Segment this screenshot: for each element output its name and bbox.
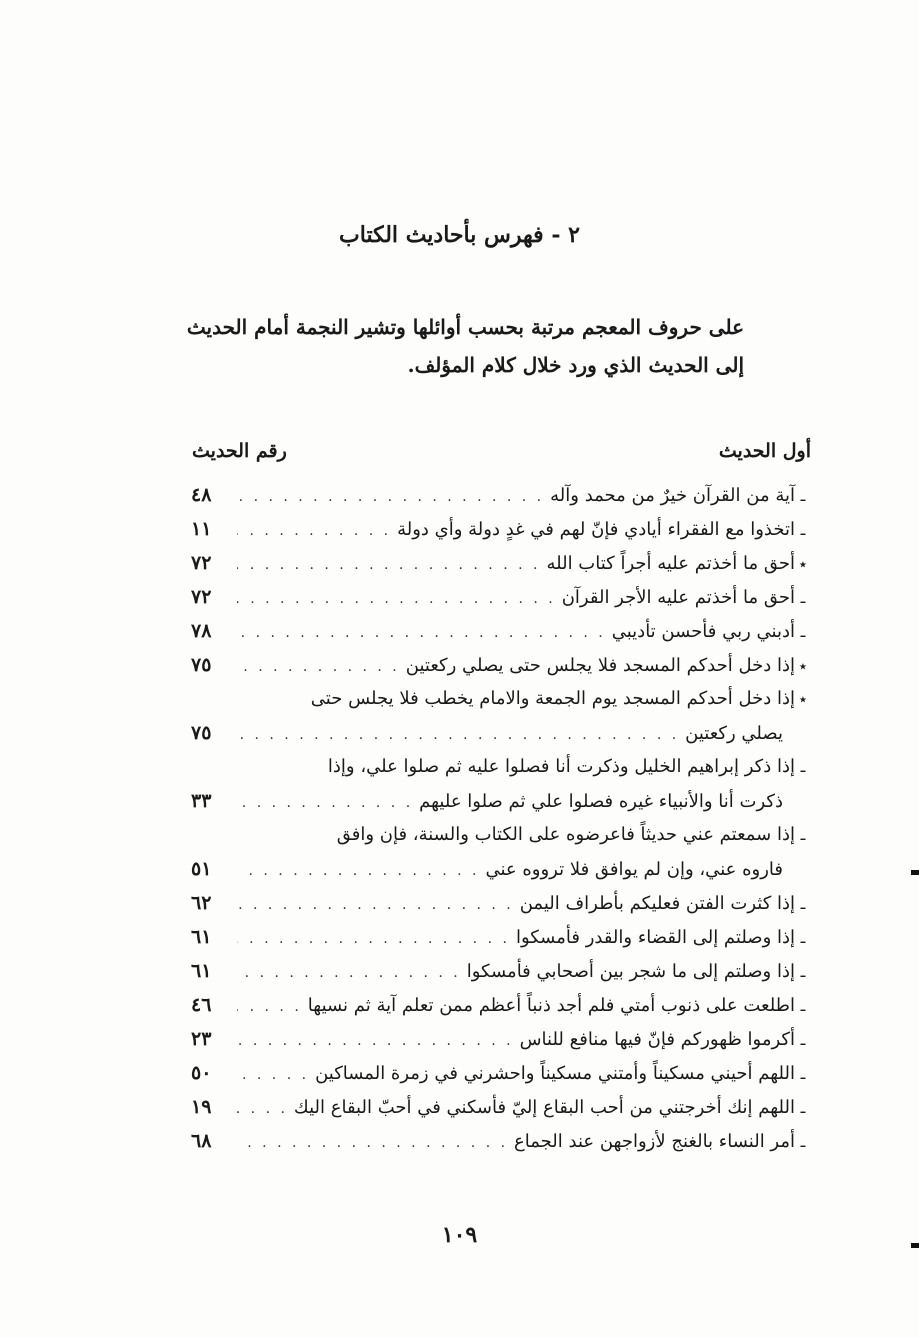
index-entry <box>191 512 811 546</box>
dot-leader <box>237 480 544 512</box>
entry-text: آية من القرآن خيرٌ من محمد وآله <box>550 485 795 506</box>
entry-text: فاروه عني، وإن لم يوافق فلا ترووه عني <box>485 859 783 880</box>
dash-marker: ـ <box>800 588 806 607</box>
entry-text: أحق ما أخذتم عليه أجراً كتاب الله <box>546 553 795 574</box>
entry-text: أحق ما أخذتم عليه الأجر القرآن <box>561 587 795 608</box>
index-entry <box>191 716 811 750</box>
index-entry <box>191 920 811 954</box>
margin-mark <box>911 1243 919 1248</box>
asterisk-icon: ٭ <box>798 690 808 708</box>
dash-marker: ـ <box>800 757 806 776</box>
dot-leader <box>237 548 540 580</box>
entry-number: ٣٣ <box>191 790 212 812</box>
dot-leader <box>237 616 606 648</box>
dash-marker: ـ <box>800 825 806 844</box>
entry-number: ١١ <box>191 518 212 540</box>
entry-number: ٧٢ <box>191 586 212 608</box>
index-entry <box>191 988 811 1022</box>
entry-text: إذا سمعتم عني حديثاً فاعرضوه على الكتاب والسنة، فإن وافق <box>336 824 795 845</box>
index-entry <box>191 1090 811 1124</box>
dot-leader <box>237 650 400 682</box>
intro-line-1: على حروف المعجم مرتبة بحسب أوائلها وتشير النجمة أمام الحديث <box>186 315 744 339</box>
dash-marker: ـ <box>800 520 806 539</box>
entry-text: إذا دخل أحدكم المسجد فلا يجلس حتى يصلي ركعتين <box>405 655 795 676</box>
dot-leader <box>237 582 556 614</box>
entry-number: ٥١ <box>191 858 212 880</box>
entry-text: إذا وصلتم إلى ما شجر بين أصحابي فأمسكوا <box>466 961 795 982</box>
entry-number: ٢٣ <box>191 1028 212 1050</box>
entry-number: ٤٦ <box>191 994 212 1016</box>
dash-marker: ـ <box>800 1098 806 1117</box>
entry-text: أدبني ربي فأحسن تأديبي <box>611 621 795 642</box>
entry-text: إذا كثرت الفتن فعليكم بأطراف اليمن <box>519 893 795 914</box>
index-entry <box>191 954 811 988</box>
page-number: ١٠٩ <box>441 1222 478 1248</box>
entry-text: يصلي ركعتين <box>685 723 783 744</box>
index-entry <box>191 614 811 648</box>
entry-number: ٦٨ <box>191 1130 212 1152</box>
dot-leader <box>237 888 514 920</box>
index-entry <box>191 852 811 886</box>
dot-leader <box>237 514 391 546</box>
dot-leader <box>237 854 479 886</box>
dot-leader <box>237 1024 514 1056</box>
entry-number: ٧٢ <box>191 552 212 574</box>
asterisk-icon: ٭ <box>798 555 808 573</box>
margin-mark <box>911 870 919 875</box>
dot-leader <box>237 1126 508 1158</box>
entry-text: إذا وصلتم إلى القضاء والقدر فأمسكوا <box>515 927 795 948</box>
dash-marker: ـ <box>800 962 806 981</box>
entry-text: أمر النساء بالغنج لأزواجهن عند الجماع <box>514 1131 795 1152</box>
dash-marker: ـ <box>800 996 806 1015</box>
entry-number: ٥٠ <box>191 1062 212 1084</box>
index-entry <box>191 1022 811 1056</box>
index-entry <box>191 750 811 784</box>
entry-text: ذكرت أنا والأنبياء غيره فصلوا علي ثم صلوا عليهم <box>419 791 783 812</box>
index-entry <box>191 818 811 852</box>
entry-text: أكرموا ظهوركم فإنّ فيها منافع للناس <box>519 1029 795 1050</box>
index-entry <box>191 784 811 818</box>
entry-number: ٧٥ <box>191 722 212 744</box>
intro-paragraph <box>184 308 744 384</box>
entry-text: اللهم إنك أخرجتني من أحب البقاع إليّ فأسكني في أحبّ البقاع اليك <box>293 1097 795 1118</box>
entry-number: ٦١ <box>191 926 212 948</box>
page-title: ٢ - فهرس بأحاديث الكتاب <box>339 222 580 248</box>
index-entry <box>191 546 811 580</box>
dot-leader <box>237 718 679 750</box>
entry-text: اطلعت على ذنوب أمتي فلم أجد ذنباً أعظم ممن تعلم آية ثم نسيها <box>307 995 795 1016</box>
dash-marker: ـ <box>800 486 806 505</box>
entry-number: ٧٥ <box>191 654 212 676</box>
entry-text: إذا دخل أحدكم المسجد يوم الجمعة والامام يخطب فلا يجلس حتى <box>310 688 795 709</box>
dash-marker: ـ <box>800 894 806 913</box>
entry-number: ٤٨ <box>191 484 212 506</box>
dot-leader <box>237 956 461 988</box>
entry-number: ٧٨ <box>191 620 212 642</box>
intro-line-2: إلى الحديث الذي ورد خلال كلام المؤلف. <box>407 353 744 377</box>
index-entry <box>191 682 811 716</box>
index-entry <box>191 1056 811 1090</box>
entry-text: اللهم أحيني مسكيناً وأمتني مسكيناً واحشرني في زمرة المساكين <box>315 1063 795 1084</box>
index-entry <box>191 1124 811 1158</box>
dot-leader <box>237 786 413 818</box>
entry-number: ١٩ <box>191 1096 212 1118</box>
dot-leader <box>237 1058 309 1090</box>
index-entry <box>191 886 811 920</box>
dash-marker: ـ <box>800 1132 806 1151</box>
dash-marker: ـ <box>800 622 806 641</box>
dash-marker: ـ <box>800 928 806 947</box>
dash-marker: ـ <box>800 1030 806 1049</box>
asterisk-icon: ٭ <box>798 657 808 675</box>
column-header-hadith-number: رقم الحديث <box>192 440 287 462</box>
index-entry <box>191 478 811 512</box>
dot-leader <box>237 1092 288 1124</box>
index-entry <box>191 580 811 614</box>
entry-text: إذا ذكر إبراهيم الخليل وذكرت أنا فصلوا عليه ثم صلوا علي، وإذا <box>327 756 795 777</box>
index-entry <box>191 648 811 682</box>
dot-leader <box>237 990 302 1022</box>
column-header-hadith-start: أول الحديث <box>718 440 811 462</box>
entry-number: ٦٢ <box>191 892 212 914</box>
dash-marker: ـ <box>800 1064 806 1083</box>
entry-number: ٦١ <box>191 960 212 982</box>
hadith-index-list <box>191 478 811 1158</box>
entry-text: اتخذوا مع الفقراء أيادي فإنّ لهم في غدٍ دولة وأي دولة <box>397 519 795 540</box>
dot-leader <box>237 922 510 954</box>
